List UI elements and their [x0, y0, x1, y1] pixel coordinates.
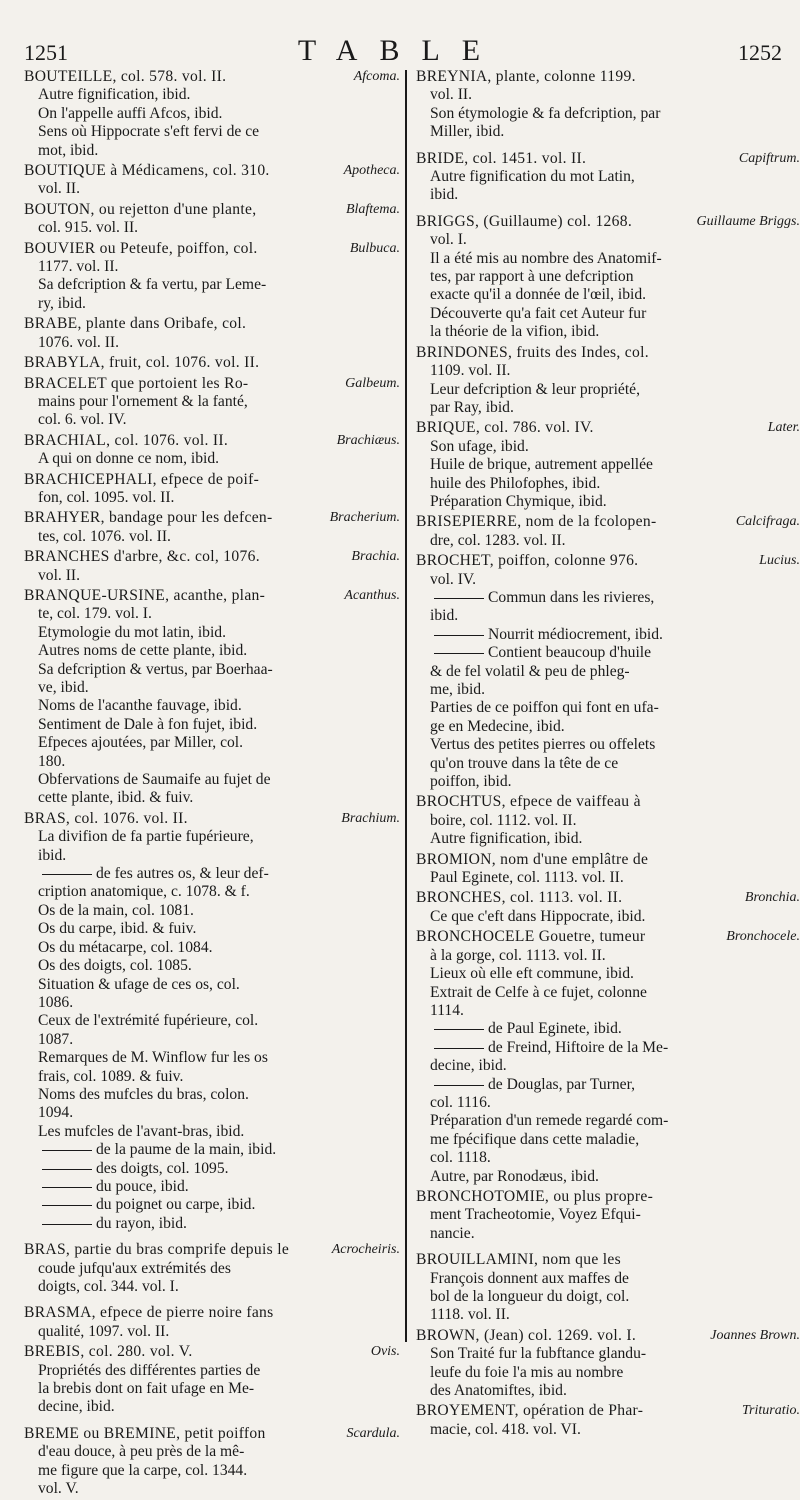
latin-term: Bronchocele. [726, 929, 800, 945]
entry-line: col. 915. vol. II. [38, 219, 139, 237]
entry-headword: BRASMA, efpece de pierre noire fans [24, 1304, 274, 1322]
right-column [416, 68, 800, 1441]
subentry: leufe du foie l'a mis au nombre [430, 1363, 624, 1381]
entry-headword: BROCHET, poiffon, colonne 976. [416, 552, 639, 570]
subentry: decine, ibid. [430, 1057, 507, 1075]
subentry: Situation & ufage de ces os, col. [38, 975, 240, 993]
index-entry [416, 793, 788, 848]
entry-headword: BRONCHES, col. 1113. vol. II. [416, 889, 623, 907]
entry-headword: BRAS, col. 1076. vol. II. [24, 809, 188, 827]
entry-line: mains pour l'ornement & la fanté, [38, 392, 248, 410]
index-entry [416, 1326, 800, 1401]
entry-headword: BREYNIA, plante, colonne 1199. [416, 68, 636, 85]
entry-headword: BRACHICEPHALI, efpece de poif- [24, 470, 260, 488]
dash-subentry: de fes autres os, & leur def- [24, 865, 396, 883]
subentry: Obfervations de Saumaife au fujet de [38, 771, 271, 789]
index-entry [416, 851, 788, 888]
latin-term: Brachiæus. [336, 432, 400, 448]
index-entry [416, 1188, 788, 1243]
subentry: Autre fignification, ibid. [38, 86, 191, 104]
entry-line: vol. II. [38, 566, 81, 584]
index-entry [24, 239, 400, 314]
subentry: exacte qu'il a donnée de l'œil, ibid. [430, 286, 647, 304]
subentry: Il a été mis au nombre des Anatomif- [430, 249, 662, 267]
subentry: par Ray, ibid. [430, 398, 514, 416]
subentry: me, ibid. [430, 681, 486, 698]
entry-headword: BRACELET que portoient les Ro- [24, 374, 249, 392]
index-entry [24, 68, 400, 160]
subentry: Sa defcription & vertus, par Boerhaa- [38, 660, 273, 678]
subentry: huile des Philofophes, ibid. [430, 474, 601, 492]
entry-headword: BROUILLAMINI, nom que les [416, 1251, 621, 1269]
entry-headword: BRONCHOTOMIE, ou plus propre- [416, 1187, 654, 1205]
subentry: Extrait de Celfe à ce fujet, colonne [430, 983, 647, 1001]
entry-line: tes, col. 1076. vol. II. [38, 527, 171, 545]
latin-term: Guillaume Briggs. [696, 213, 800, 229]
left-page-number: 1251 [24, 40, 68, 65]
entry-headword: BROWN, (Jean) col. 1269. vol. I. [416, 1326, 637, 1344]
entry-line: 1177. vol. II. [38, 258, 119, 276]
entry-headword: BRIGGS, (Guillaume) col. 1268. [416, 212, 633, 230]
subentry: des Anatomiftes, ibid. [430, 1382, 567, 1400]
subentry: col. 1118. [430, 1149, 491, 1167]
latin-term: Ovis. [370, 1344, 400, 1360]
subentry: cette plante, ibid. & fuiv. [38, 789, 194, 807]
entry-line: vol. II. [38, 180, 81, 198]
index-entry [24, 162, 400, 199]
entry-headword: BRANCHES d'arbre, &c. col, 1076. [24, 548, 260, 566]
subentry: Huile de brique, autrement appellée [430, 456, 653, 474]
entry-line: coude jufqu'aux extrémités des [38, 1259, 231, 1277]
subentry: qu'on trouve dans la tête de ce [430, 754, 619, 772]
index-entry [416, 419, 800, 511]
subentry: Découverte qu'a fait cet Auteur fur [430, 304, 647, 322]
latin-term: Capiftrum. [738, 150, 800, 166]
entry-line: François donnent aux maffes de [430, 1269, 629, 1287]
running-title: TABLE [297, 34, 503, 67]
index-entry [24, 374, 400, 430]
subentry: Préparation Chymique, ibid. [430, 492, 607, 510]
entry-line: qualité, 1097. vol. II. [38, 1322, 170, 1340]
dash-subentry: du pouce, ibid. [24, 1178, 396, 1196]
index-entry [416, 1402, 800, 1439]
entry-line: boire, col. 1112. vol. II. [430, 811, 577, 829]
subentry: decine, ibid. [38, 1398, 115, 1416]
subentry: Miller, ibid. [430, 123, 505, 141]
subentry: Autre, par Ronodæus, ibid. [430, 1167, 599, 1185]
dash-subentry: de Douglas, par Turner, [416, 1076, 788, 1094]
index-entry [416, 212, 800, 342]
subentry: Sa defcription & fa vertu, par Leme- [38, 276, 267, 294]
subentry: ibid. [430, 186, 459, 204]
left-column [24, 68, 400, 1500]
index-entry [416, 552, 800, 791]
latin-term: Galbeum. [345, 375, 400, 391]
subentry: Lieux où elle eft commune, ibid. [430, 965, 634, 983]
entry-headword: BRABYLA, fruit, col. 1076. vol. II. [24, 354, 260, 372]
subentry: Etymologie du mot latin, ibid. [38, 623, 226, 641]
subentry: Os des doigts, col. 1085. [38, 957, 192, 975]
subentry: ry, ibid. [38, 294, 86, 312]
entry-headword: BROCHTUS, efpece de vaiffeau à [416, 793, 641, 811]
subentry: Autres noms de cette plante, ibid. [38, 642, 248, 660]
subentry: mot, ibid. [38, 141, 99, 159]
entry-line: Paul Eginete, col. 1113. vol. II. [430, 869, 624, 887]
entry-line: bol de la longueur du doigt, col. [430, 1288, 630, 1305]
index-entry [416, 928, 800, 1186]
entry-line: macie, col. 418. vol. VI. [430, 1420, 581, 1438]
entry-headword: BREME ou BREMINE, petit poiffon [24, 1424, 266, 1442]
subentry: Remarques de M. Winflow fur les os [38, 1049, 268, 1067]
entry-headword: BREBIS, col. 280. vol. V. [24, 1343, 193, 1361]
index-entry [416, 513, 800, 550]
index-entry [24, 1424, 400, 1499]
index-entry [24, 1304, 396, 1341]
entry-line: te, col. 179. vol. I. [38, 605, 152, 623]
entry-headword: BRABE, plante dans Oribafe, col. [24, 315, 247, 333]
index-entry [24, 471, 396, 508]
dash-subentry: des doigts, col. 1095. [24, 1160, 396, 1178]
dash-subentry: du rayon, ibid. [24, 1215, 396, 1233]
dash-subentry: Commun dans les rivieres, [416, 589, 788, 607]
index-entry [416, 149, 800, 205]
entry-line: d'eau douce, à peu près de la mê- [38, 1443, 245, 1461]
entry-line: 1118. vol. II. [430, 1306, 510, 1324]
subentry: ge en Medecine, ibid. [430, 717, 565, 735]
entry-headword: BROMION, nom d'une emplâtre de [416, 850, 649, 868]
subentry: Son étymologie & fa defcription, par [430, 104, 661, 122]
latin-term: Bracherium. [329, 510, 400, 526]
index-entry [416, 68, 788, 142]
dash-subentry: de Freind, Hiftoire de la Me- [416, 1039, 788, 1057]
latin-term: Acanthus. [344, 587, 400, 603]
subentry: 1094. [38, 1104, 74, 1122]
entry-line: col. 6. vol. IV. [38, 411, 127, 429]
subentry: Autre fignification du mot Latin, [430, 168, 635, 186]
entry-headword: BRAS, partie du bras comprife depuis le [24, 1241, 290, 1259]
entry-line: nancie. [430, 1224, 475, 1242]
subentry: frais, col. 1089. & fuiv. [38, 1067, 184, 1085]
dash-subentry: Nourrit médiocrement, ibid. [416, 626, 788, 644]
subentry: La divifion de fa partie fupérieure, [38, 828, 254, 846]
latin-term: Scardula. [346, 1425, 400, 1441]
latin-term: Lucius. [759, 553, 800, 569]
entry-headword: BROYEMENT, opération de Phar- [416, 1402, 644, 1420]
index-entry [24, 586, 400, 808]
subentry: Os du métacarpe, col. 1084. [38, 938, 213, 956]
latin-term: Later. [767, 420, 800, 436]
latin-term: Apotheca. [343, 163, 400, 179]
subentry: la théorie de la vifion, ibid. [430, 323, 600, 341]
subentry: Ceux de l'extrémité fupérieure, col. [38, 1012, 259, 1030]
subentry: Parties de ce poiffon qui font en ufa- [430, 699, 659, 717]
subentry: ve, ibid. [38, 679, 89, 696]
subentry: 1086. [38, 993, 74, 1011]
entry-headword: BRIQUE, col. 786. vol. IV. [416, 419, 594, 437]
index-entry [24, 509, 400, 546]
subentry: Préparation d'un remede regardé com- [430, 1112, 669, 1130]
dash-subentry: Contient beaucoup d'huile [416, 644, 788, 662]
entry-headword: BRAHYER, bandage pour les defcen- [24, 509, 273, 527]
subentry: Autre fignification, ibid. [430, 830, 583, 848]
entry-line: vol. IV. [430, 570, 477, 588]
subentry: ibid. [430, 607, 459, 625]
dash-subentry: de la paume de la main, ibid. [24, 1141, 396, 1159]
subentry: Sentiment de Dale à fon fujet, ibid. [38, 715, 258, 733]
entry-line: me figure que la carpe, col. 1344. [38, 1461, 248, 1479]
entry-headword: BRANQUE-URSINE, acanthe, plan- [24, 586, 266, 604]
right-page-number: 1252 [738, 40, 782, 65]
entry-line: dre, col. 1283. vol. II. [430, 531, 566, 549]
subentry: col. 1116. [430, 1093, 491, 1111]
column-divider [405, 70, 407, 1342]
subentry: 1087. [38, 1030, 74, 1048]
entry-line: vol. II. [430, 86, 473, 104]
subentry: A qui on donne ce nom, ibid. [38, 450, 220, 468]
subentry: Propriétés des différentes parties de [38, 1361, 261, 1379]
subentry: Son ufage, ibid. [430, 437, 529, 455]
index-entry [416, 889, 800, 926]
index-entry [24, 315, 396, 352]
subentry: cription anatomique, c. 1078. & f. [38, 883, 250, 901]
index-entry [24, 354, 396, 372]
latin-term: Bronchia. [744, 890, 800, 906]
entry-line: vol. V. [38, 1480, 79, 1498]
entry-headword: BOUVIER ou Peteufe, poiffon, col. [24, 239, 258, 257]
index-entry [24, 1343, 400, 1417]
index-entry [24, 809, 400, 1233]
entry-line: doigts, col. 344. vol. I. [38, 1278, 179, 1295]
subentry: poiffon, ibid. [430, 773, 512, 791]
subentry: ibid. [38, 846, 67, 864]
subentry: On l'appelle auffi Afcos, ibid. [38, 104, 223, 122]
entry-headword: BRISEPIERRE, nom de la fcolopen- [416, 513, 657, 531]
subentry: Sens où Hippocrate s'eft fervi de ce [38, 123, 260, 141]
subentry: Les mufcles de l'avant-bras, ibid. [38, 1122, 245, 1140]
subentry: Leur defcription & leur propriété, [430, 380, 640, 398]
subentry: Noms de l'acanthe fauvage, ibid. [38, 697, 242, 715]
index-entry [24, 548, 400, 585]
dash-subentry: du poignet ou carpe, ibid. [24, 1196, 396, 1214]
latin-term: Joannes Brown. [710, 1327, 800, 1343]
latin-term: Blaftema. [345, 201, 400, 217]
index-entry [24, 200, 400, 238]
entry-headword: BRACHIAL, col. 1076. vol. II. [24, 431, 229, 449]
latin-term: Brachium. [341, 810, 400, 826]
index-entry [416, 344, 788, 418]
subentry: 1114. [430, 1001, 464, 1019]
dash-subentry: de Paul Eginete, ibid. [416, 1020, 788, 1038]
entry-headword: BOUTON, ou rejetton d'une plante, [24, 200, 257, 218]
entry-line: à la gorge, col. 1113. vol. II. [430, 946, 606, 964]
subentry: & de fel volatil & peu de phleg- [430, 662, 630, 680]
entry-headword: BOUTEILLE, col. 578. vol. II. [24, 68, 227, 85]
index-entry [24, 1241, 400, 1296]
index-entry [416, 1251, 788, 1325]
subentry: Os du carpe, ibid. & fuiv. [38, 920, 197, 938]
entry-line: ment Tracheotomie, Voyez Efqui- [430, 1206, 641, 1224]
latin-term: Afcoma. [353, 69, 400, 84]
latin-term: Acrocheiris. [331, 1242, 400, 1258]
index-entry [24, 431, 400, 469]
entry-line: fon, col. 1095. vol. II. [38, 488, 175, 506]
subentry: 180. [38, 752, 66, 770]
subentry: Efpeces ajoutées, par Miller, col. [38, 734, 244, 752]
entry-headword: BRONCHOCELE Gouetre, tumeur [416, 928, 646, 946]
latin-term: Bulbuca. [349, 240, 400, 256]
subentry: Ce que c'eft dans Hippocrate, ibid. [430, 907, 646, 925]
subentry: me fpécifique dans cette maladie, [430, 1130, 640, 1148]
entry-headword: BOUTIQUE à Médicamens, col. 310. [24, 162, 270, 180]
subentry: Noms des mufcles du bras, colon. [38, 1085, 249, 1103]
entry-line: 1076. vol. II. [38, 333, 119, 351]
subentry: Os de la main, col. 1081. [38, 901, 194, 919]
latin-term: Trituratio. [742, 1403, 800, 1419]
subentry: Vertus des petites pierres ou offelets [430, 736, 656, 754]
subentry: la brebis dont on fait ufage en Me- [38, 1380, 255, 1398]
subentry: Son Traité fur la fubftance glandu- [430, 1345, 647, 1363]
subentry: tes, par rapport à une defcription [430, 268, 634, 286]
latin-term: Brachia. [351, 549, 400, 565]
latin-term: Calcifraga. [735, 514, 800, 530]
entry-line: 1109. vol. II. [430, 362, 511, 380]
entry-line: vol. I. [430, 231, 467, 249]
entry-headword: BRINDONES, fruits des Indes, col. [416, 343, 649, 361]
entry-headword: BRIDE, col. 1451. vol. II. [416, 149, 587, 167]
